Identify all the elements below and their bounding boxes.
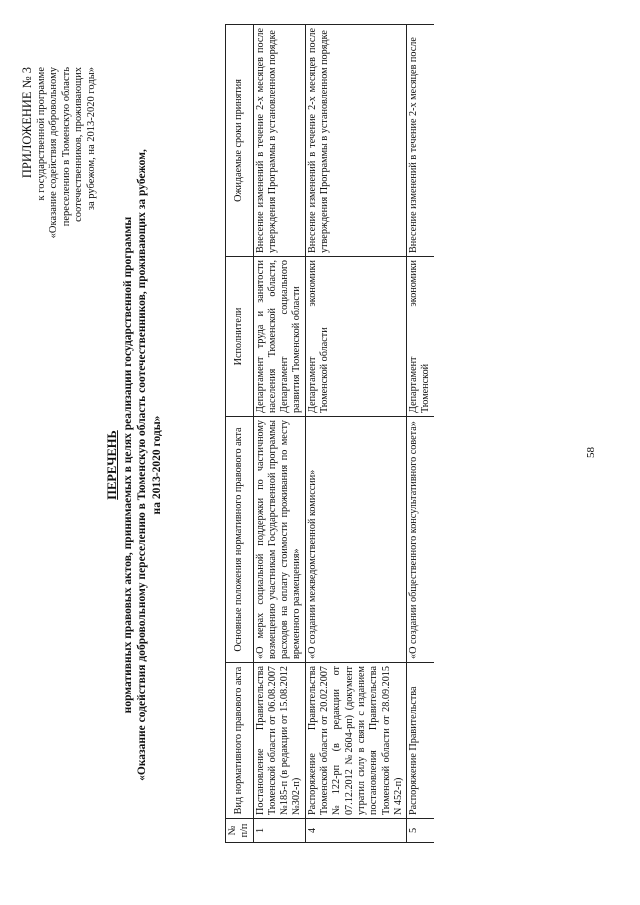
appendix-heading: ПРИЛОЖЕНИЕ № 3 <box>20 67 34 179</box>
title-line: на 2013-2020 годы» <box>150 415 163 515</box>
appendix-line: переселению в Тюменскую область <box>60 67 72 227</box>
act-type-cell: Распоряжение Правительства Тюменской области от 20.02.2007 №122-рп (в редакции от 07.12.2012 №2604-рп) (документ утратил силу в связи с изданием постановления Правительства Тюменской области от 28.09.2015 N 452-п) <box>305 663 406 819</box>
title-line: «Оказание содействия добровольному переселению в Тюменскую область соотечественников, проживающих за рубежом, <box>136 149 148 781</box>
row-number: 1 <box>253 819 305 843</box>
terms-cell: Внесение изменений в течение 2-х месяцев после утверждения Программы в установленном порядке <box>305 25 406 257</box>
table-row <box>253 25 305 843</box>
appendix-block <box>20 67 98 263</box>
act-type-cell: Распоряжение Правительства <box>407 663 434 819</box>
provisions-cell: «О мерах социальной поддержки по частичному возмещению участникам Государственной программы расходов на оплату стоимости проживания по месту временного размещения» <box>253 417 305 663</box>
header-act-type: Вид нормативного правового акта <box>226 663 254 819</box>
appendix-line: к государственной программе <box>36 67 47 201</box>
act-type-cell: Постановление Правительства Тюменской области от 06.08.2007 №185-п (в редакции от 15.08.2012 №302-п) <box>253 663 305 819</box>
terms-cell: Внесение изменений в течение 2-х месяцев после <box>407 25 434 257</box>
executors-cell: Департамент труда и занятости населения Тюменской области, Департамент социального развития Тюменской области <box>253 257 305 417</box>
header-executors: Исполнители <box>226 257 254 417</box>
row-number: 4 <box>305 819 406 843</box>
header-number: № п/п <box>226 819 254 843</box>
provisions-cell: «О создании межведомственной комиссии» <box>305 417 406 663</box>
terms-cell: Внесение изменений в течение 2-х месяцев после утверждения Программы в установленном порядке <box>253 25 305 257</box>
table-header-row <box>226 25 254 843</box>
appendix-line: за рубежом, на 2013-2020 годы» <box>85 67 97 211</box>
title-line: нормативных правовых актов, принимаемых в целях реализации государственной программы <box>121 216 134 714</box>
executors-cell: Департамент экономики Тюменской <box>407 257 434 417</box>
table-row <box>407 25 434 843</box>
provisions-cell: «О создании общественного консультативного совета» <box>407 417 434 663</box>
executors-cell: Департамент экономики Тюменской области <box>305 257 406 417</box>
header-provisions: Основные положения нормативного правового акта <box>226 417 254 663</box>
title-main: ПЕРЕЧЕНЬ <box>105 430 119 500</box>
legal-acts-table <box>225 24 434 843</box>
header-terms: Ожидаемые сроки принятия <box>226 25 254 257</box>
row-number: 5 <box>407 819 434 843</box>
table-row <box>305 25 406 843</box>
appendix-line: соотечественников, проживающих <box>73 67 85 222</box>
document-title <box>105 135 164 795</box>
appendix-line: «Оказание содействия добровольному <box>48 67 60 239</box>
page-number: 58 <box>585 447 597 458</box>
